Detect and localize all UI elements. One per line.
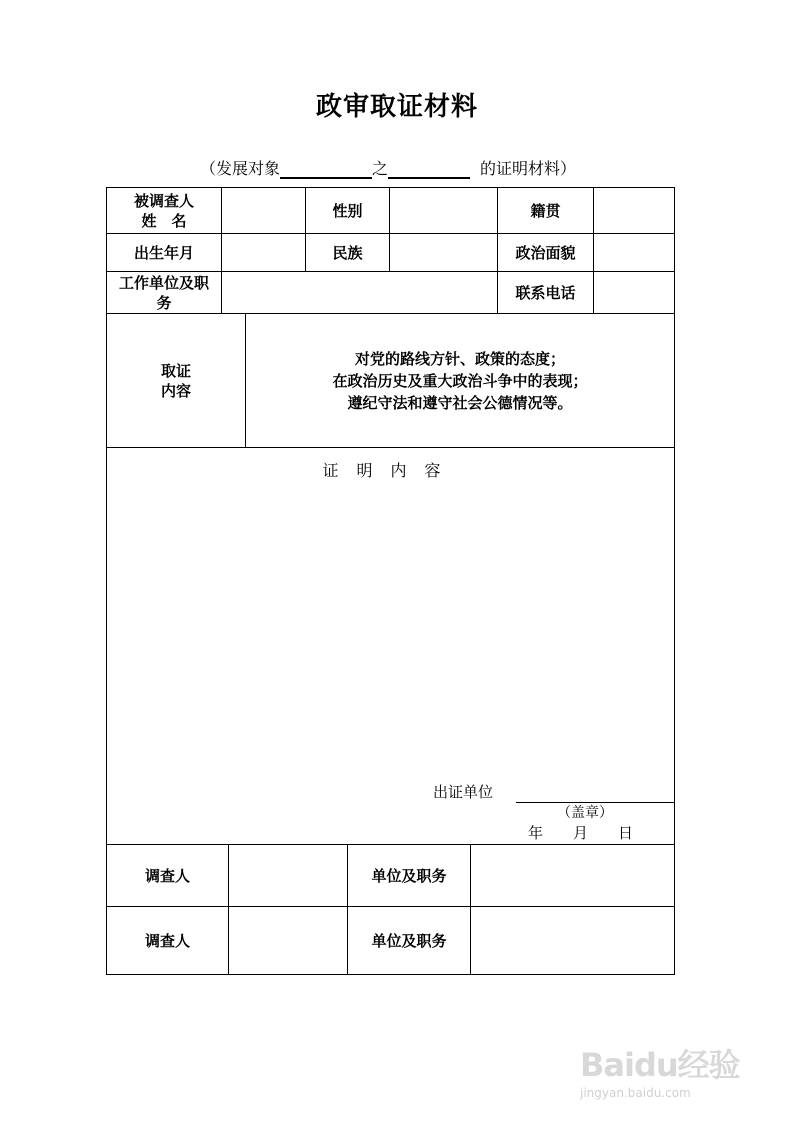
respondent-name-label — [107, 188, 221, 233]
investigator-field[interactable] — [229, 907, 347, 974]
respondent-name-field[interactable] — [222, 188, 305, 233]
work-unit-label-line1: 工作单位及职 — [118, 273, 209, 292]
investigator-unit-label: 单位及职务 — [371, 866, 447, 885]
investigator-field[interactable] — [229, 845, 347, 906]
work-unit-label — [107, 272, 221, 313]
seal-label: （盖章） — [557, 805, 613, 821]
political-status-label: 政治面貌 — [515, 243, 576, 262]
investigator-unit-label: 单位及职务 — [371, 931, 447, 950]
gender-label: 性别 — [332, 201, 363, 220]
evidence-content — [246, 314, 674, 447]
proof-heading: 证明内容 — [322, 461, 459, 480]
subject-blank[interactable] — [388, 159, 470, 179]
investigator-unit-field[interactable] — [471, 907, 674, 974]
subtitle-middle: 之 — [372, 159, 389, 178]
political-status-field[interactable] — [594, 234, 674, 271]
evidence-label-line1: 取证 — [160, 361, 191, 380]
name-label: 姓 名 — [141, 211, 187, 230]
evidence-label — [107, 314, 245, 447]
document-title: 政审取证材料 — [315, 92, 478, 122]
table-border — [674, 187, 675, 975]
candidate-blank[interactable] — [280, 159, 372, 179]
subtitle-close: 的证明材料） — [480, 159, 577, 178]
baidu-logo: Baidu经验 — [580, 1046, 740, 1084]
table-border — [106, 974, 675, 975]
work-unit-label-line2: 务 — [156, 293, 172, 312]
origin-label: 籍贯 — [530, 201, 561, 220]
ethnicity-field[interactable] — [390, 234, 497, 271]
origin-field[interactable] — [594, 188, 674, 233]
proof-content-area[interactable] — [107, 484, 674, 774]
watermark-site: jingyan.baidu.com — [580, 1086, 691, 1100]
respondent-label: 被调查人 — [133, 191, 194, 210]
phone-label: 联系电话 — [515, 283, 576, 302]
evidence-line: 在政治历史及重大政治斗争中的表现； — [332, 371, 588, 390]
birth-date-label: 出生年月 — [133, 243, 194, 262]
subtitle — [200, 156, 576, 179]
ethnicity-label: 民族 — [332, 243, 363, 262]
row-divider — [106, 447, 675, 448]
date-label: 年 月 日 — [528, 824, 634, 842]
subtitle-open: （发展对象 — [200, 159, 281, 178]
baidu-watermark — [580, 1040, 740, 1100]
phone-field[interactable] — [594, 272, 674, 313]
investigator-label: 调查人 — [144, 931, 190, 950]
investigator-unit-field[interactable] — [471, 845, 674, 906]
evidence-line: 对党的路线方针、政策的态度； — [354, 349, 565, 368]
evidence-label-line2: 内容 — [160, 381, 191, 400]
gender-field[interactable] — [390, 188, 497, 233]
work-unit-field[interactable] — [222, 272, 497, 313]
evidence-line: 遵纪守法和遵守社会公德情况等。 — [347, 393, 573, 412]
birth-date-field[interactable] — [222, 234, 305, 271]
investigator-label: 调查人 — [144, 866, 190, 885]
issuer-label: 出证单位 — [433, 783, 494, 801]
